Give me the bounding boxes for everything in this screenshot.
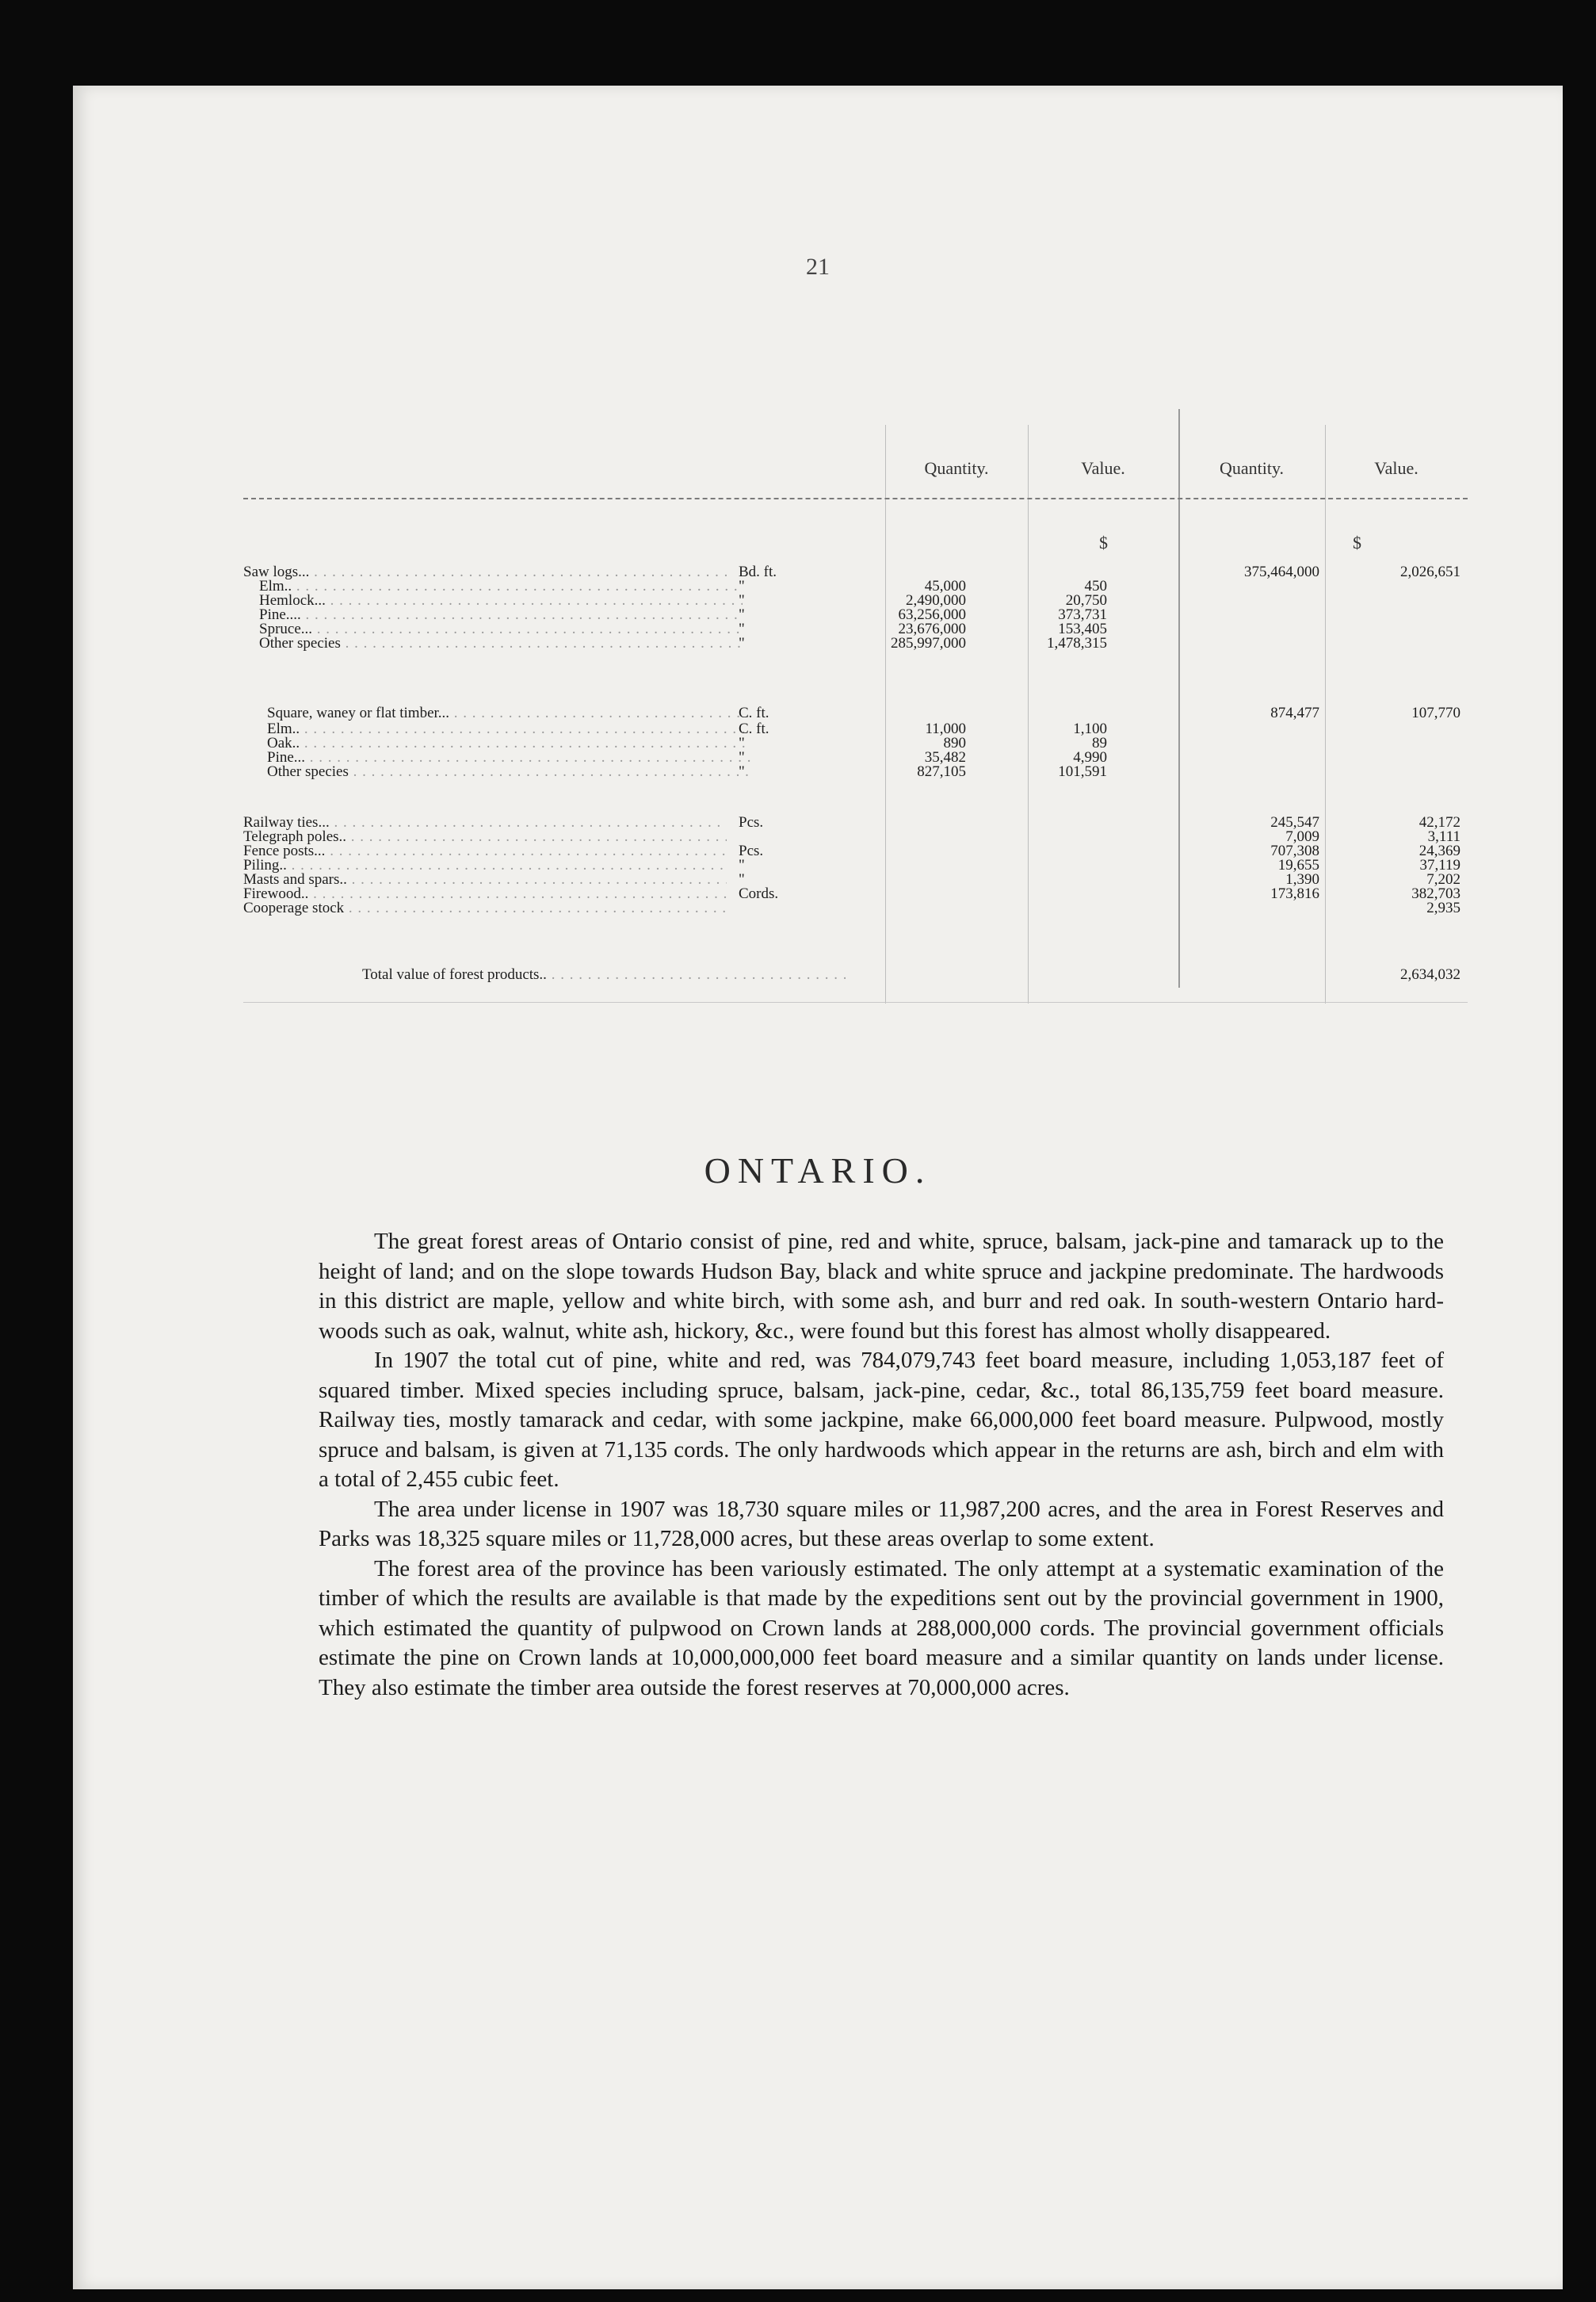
- table-row-total: Total value of forest products.. . . . 2,634,032: [243, 967, 1468, 982]
- table-row: Pine... . . . " 35,482 4,990: [243, 750, 1468, 765]
- paragraph: In 1907 the total cut of pine, white and red, was 784,079,743 feet board measure, including 1,053,187 feet of squared timber. Mixed species including spruce, balsam, jack-pine, cedar, &c., total 86,135,759 feet board measure. Railway ties, mostly tamarack and cedar, with some jackpine, make 66,000,000 feet board measure. Pulpwood, mostly spruce and balsam, is given at 71,135 cords. The only hardwoods which appear in the returns are ash, birch and elm with a total of 2,455 cubic feet.: [319, 1348, 1444, 1492]
- table-row: Elm.. . . . C. ft. 11,000 1,100: [243, 721, 1468, 736]
- header-quantity-1: Quantity.: [924, 458, 989, 478]
- table-row: Firewood.. . . . Cords. 173,816 382,703: [243, 886, 1468, 901]
- paragraph: The forest area of the province has been variously estimated. The only attempt at a systematic examination of the timber of which the results are available is that made by the expeditions sent out by the provincial government in 1900, which estimated the quantity of pulpwood on Crown lands at 288,000,000 cords. The provincial government officials estimate the pine on Crown lands at 10,000,000,000 feet board measure and a similar quantity on lands under license. They also estimate the timber area outside the forest reserves at 70,000,000 acres.: [319, 1555, 1444, 1700]
- currency-mark: $: [1099, 533, 1108, 553]
- table-row: Cooperage stock . . . 2,935: [243, 901, 1468, 916]
- table-row: Elm.. . . . " 45,000 450: [243, 579, 1468, 594]
- body-text: [319, 1227, 1444, 1703]
- header-quantity-2: Quantity.: [1219, 458, 1285, 478]
- document-page: [73, 86, 1563, 2289]
- header-value-1: Value.: [1081, 458, 1125, 478]
- table-row: Pine.... . . . " 63,256,000 373,731: [243, 607, 1468, 622]
- table-bottom-rule: [243, 1002, 1468, 1003]
- paragraph: The area under license in 1907 was 18,730 square miles or 11,987,200 acres, and the area in Forest Reserves and Parks was 18,325 square miles or 11,728,000 acres, but these areas overlap to some extent.: [319, 1496, 1444, 1551]
- table-row: Hemlock... . . . " 2,490,000 20,750: [243, 593, 1468, 608]
- table-row: Other species . . . " 285,997,000 1,478,315: [243, 636, 1468, 651]
- table-row: Piling.. . . . " 19,655 37,119: [243, 858, 1468, 873]
- table-row: Telegraph poles.. . . . 7,009 3,111: [243, 829, 1468, 844]
- table-row: Fence posts... . . . Pcs. 707,308 24,369: [243, 843, 1468, 858]
- page-number: 21: [806, 254, 830, 280]
- header-value-2: Value.: [1374, 458, 1418, 478]
- table-row: Other species . . . " 827,105 101,591: [243, 764, 1468, 779]
- table-row: Square, waney or flat timber... . . . C. ft. 874,477 107,770: [243, 706, 1468, 721]
- table-row: Saw logs... . . . Bd. ft. 375,464,000 2,026,651: [243, 564, 1468, 579]
- table-row: Masts and spars.. . . . " 1,390 7,202: [243, 872, 1468, 887]
- paragraph: The great forest areas of Ontario consist of pine, red and white, spruce, balsam, jack-pine and tamarack up to the height of land; and on the slope towards Hudson Bay, black and white spruce and jackpine predominate. The hardwoods in this district are maple, yellow and white birch, with some ash, and burr and red oak. In south-western Ontario hard-woods such as oak, walnut, white ash, hickory, &c., were found but this forest has almost wholly disappeared.: [319, 1229, 1444, 1344]
- table-row: Spruce... . . . " 23,676,000 153,405: [243, 621, 1468, 637]
- table-row: Oak.. . . . " 890 89: [243, 736, 1468, 751]
- currency-mark: $: [1353, 533, 1361, 553]
- forest-products-table: [243, 330, 1468, 1011]
- table-row: Railway ties... . . . Pcs. 245,547 42,172: [243, 815, 1468, 830]
- section-title: ONTARIO.: [704, 1150, 932, 1191]
- header-rule: [243, 498, 1468, 499]
